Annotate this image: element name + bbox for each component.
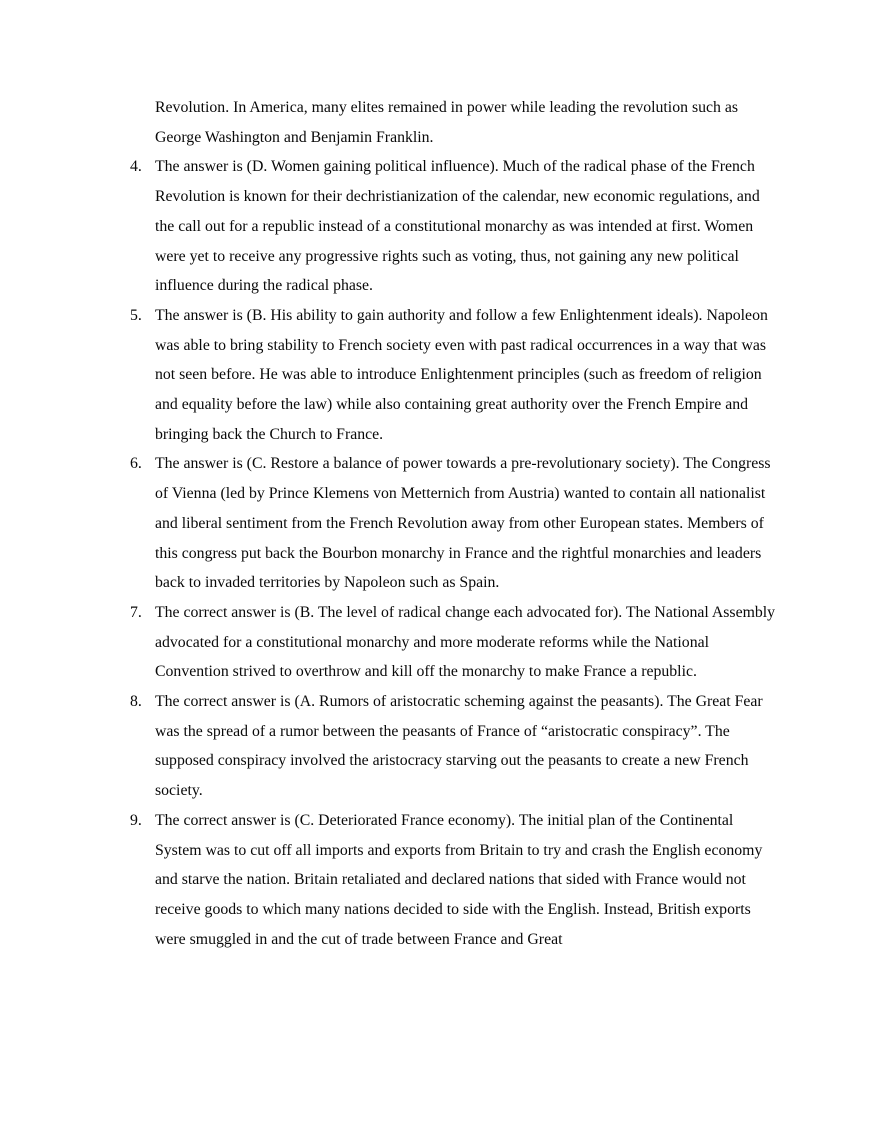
- item-text-7: The correct answer is (B. The level of radical change each advocated for). The National Assembly advocated for a constitutional monarchy and more moderate reforms while the National Convention strived to overthrow and kill off the monarchy to make France a republic.: [155, 603, 776, 681]
- item-number-6: 6.: [130, 455, 142, 473]
- answer-item-6: [130, 449, 777, 598]
- item-text-5: The answer is (B. His ability to gain authority and follow a few Enlightenment ideals). Napoleon was able to bring stability to French society even with past radical occurrences in a way that was not seen before. He was able to introduce Enlightenment principles (such as freedom of religion and equality before the law) while also containing great authority over the French Empire and bringing back the Church to France.: [155, 306, 768, 443]
- paragraph-continuation: Revolution. In America, many elites remained in power while leading the revolution such as George Washington and Benjamin Franklin.: [155, 99, 739, 146]
- answer-item-5: [130, 301, 777, 450]
- item-text-9: The correct answer is (C. Deteriorated France economy). The initial plan of the Continental System was to cut off all imports and exports from Britain to try and crash the English economy and starve the nation. Britain retaliated and declared nations that sided with France would not receive goods to which many nations decided to side with the English. Instead, British exports were smuggled in and the cut of trade between France and Great: [155, 811, 763, 948]
- item-number-8: 8.: [130, 693, 142, 711]
- item-number-9: 9.: [130, 811, 142, 829]
- item-number-7: 7.: [130, 603, 142, 621]
- document-content: [130, 93, 777, 954]
- answer-item-8: [130, 687, 777, 806]
- item-number-5: 5.: [130, 306, 142, 324]
- answer-item-9: [130, 806, 777, 955]
- item-text-6: The answer is (C. Restore a balance of power towards a pre-revolutionary society). The Congress of Vienna (led by Prince Klemens von Metternich from Austria) wanted to contain all nationalist and liberal sentiment from the French Revolution away from other European states. Members of this congress put back the Bourbon monarchy in France and the rightful monarchies and leaders back to invaded territories by Napoleon such as Spain.: [155, 455, 771, 592]
- item-text-4: The answer is (D. Women gaining political influence). Much of the radical phase of the French Revolution is known for their dechristianization of the calendar, new economic regulations, and the call out for a republic instead of a constitutional monarchy as was intended at first. Women were yet to receive any progressive rights such as voting, thus, not gaining any new political influence during the radical phase.: [155, 158, 760, 295]
- item-number-4: 4.: [130, 158, 142, 176]
- answer-item-7: [130, 598, 777, 687]
- answer-item-4: [130, 152, 777, 301]
- item-text-8: The correct answer is (A. Rumors of aristocratic scheming against the peasants). The Great Fear was the spread of a rumor between the peasants of France of “aristocratic conspiracy”. The supposed conspiracy involved the aristocracy starving out the peasants to create a new French society.: [155, 693, 763, 800]
